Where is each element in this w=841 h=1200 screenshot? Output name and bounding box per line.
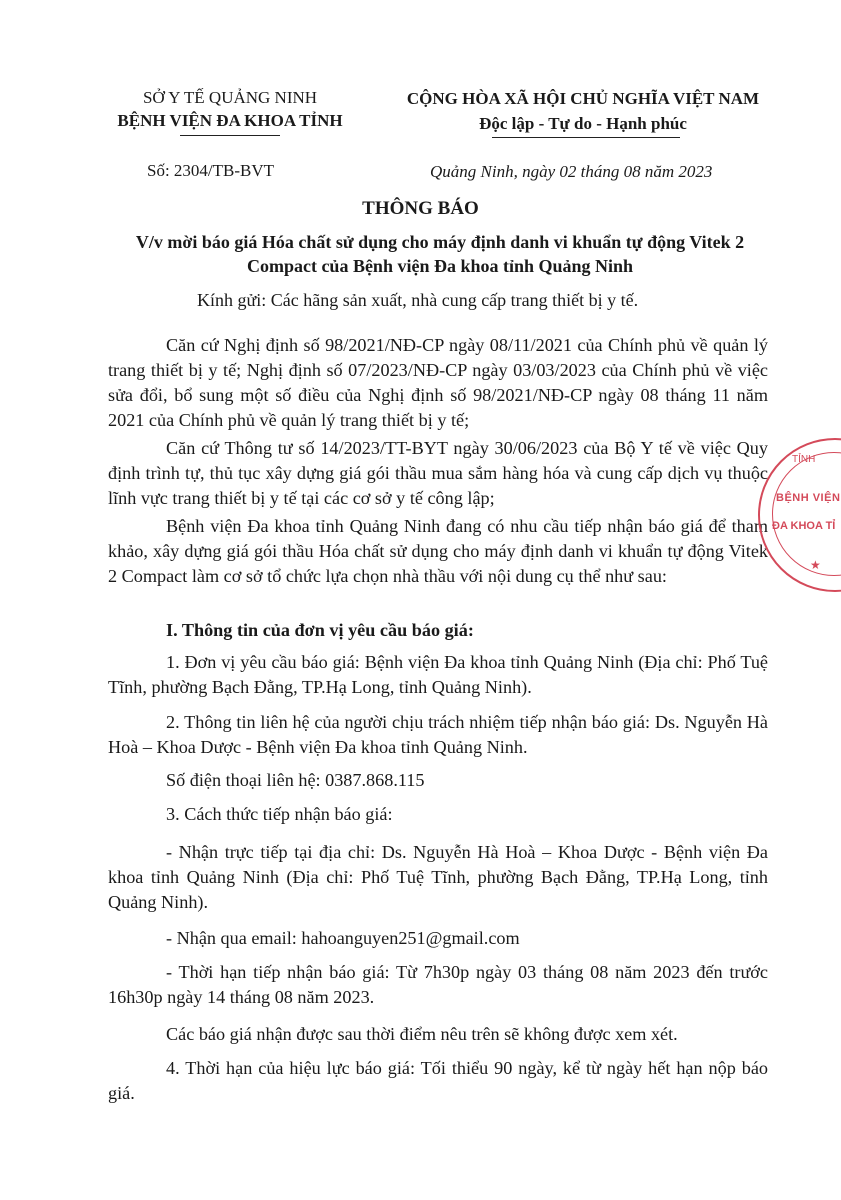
document-number: Số: 2304/TB-BVT: [147, 161, 275, 180]
paragraph-11: Các báo giá nhận được sau thời điểm nêu trên sẽ không được xem xét.: [166, 1024, 678, 1044]
paragraph-3: Bệnh viện Đa khoa tỉnh Quảng Ninh đang có nhu cầu tiếp nhận báo giá để tham khảo, xây dựng giá gói thầu Hóa chất sử dụng cho máy định danh vi khuẩn tự động Vitek 2 Compact làm cơ sở tổ chức lựa chọn nhà thầu với nội dung cụ thể như sau:: [108, 516, 768, 586]
nation-line-2: Độc lập - Tự do - Hạnh phúc: [479, 114, 687, 133]
stamp-line-1: BỆNH VIỆN: [776, 492, 841, 504]
stamp-inner-ring: [772, 452, 841, 576]
stamp-top-text: TỈNH: [792, 454, 816, 465]
paragraph-8: - Nhận trực tiếp tại địa chỉ: Ds. Nguyễn Hà Hoà – Khoa Dược - Bệnh viện Đa khoa tỉnh Quảng Ninh (Địa chỉ: Phố Tuệ Tĩnh, phường Bạch Đằng, TP.Hạ Long, tỉnh Quảng Ninh).: [108, 842, 768, 912]
paragraph-12: 4. Thời hạn của hiệu lực báo giá: Tối thiểu 90 ngày, kể từ ngày hết hạn nộp báo giá.: [108, 1058, 768, 1103]
paragraph-7: 3. Cách thức tiếp nhận báo giá:: [166, 804, 393, 824]
stamp-line-2: ĐA KHOA TỈ: [772, 520, 836, 532]
org-line-1: SỞ Y TẾ QUẢNG NINH: [142, 88, 318, 107]
org-underline: [180, 135, 280, 136]
motto-underline: [492, 137, 680, 138]
org-line-2: BỆNH VIỆN ĐA KHOA TỈNH: [117, 111, 343, 130]
paragraph-1: Căn cứ Nghị định số 98/2021/NĐ-CP ngày 08/11/2021 của Chính phủ về quản lý trang thiết bị y tế; Nghị định số 07/2023/NĐ-CP ngày 03/03/2023 của Chính phủ về việc sửa đổi, bổ sung một số điều của Nghị định số 98/2021/NĐ-CP ngày 08 tháng 11 năm 2021 của Chính phủ về quản lý trang thiết bị y tế;: [108, 335, 768, 430]
paragraph-2: Căn cứ Thông tư số 14/2023/TT-BYT ngày 30/06/2023 của Bộ Y tế về việc Quy định trình tự, thủ tục xây dựng giá gói thầu mua sắm hàng hóa và cung cấp dịch vụ thuộc lĩnh vực trang thiết bị y tế tại các cơ sở y tế công lập;: [108, 438, 768, 508]
national-heading: [388, 86, 778, 136]
section-heading-1: I. Thông tin của đơn vị yêu cầu báo giá:: [166, 620, 474, 640]
paragraph-10: - Thời hạn tiếp nhận báo giá: Từ 7h30p ngày 03 tháng 08 năm 2023 đến trước 16h30p ngày 14 tháng 08 năm 2023.: [108, 962, 768, 1007]
paragraph-6: Số điện thoại liên hệ: 0387.868.115: [166, 770, 425, 790]
greeting: Kính gửi: Các hãng sản xuất, nhà cung cấp trang thiết bị y tế.: [197, 290, 639, 310]
official-seal-stamp: [758, 438, 841, 592]
document-title: THÔNG BÁO: [362, 198, 479, 219]
document-subtitle: V/v mời báo giá Hóa chất sử dụng cho máy định danh vi khuẩn tự động Vitek 2 Compact của Bệnh viện Đa khoa tỉnh Quảng Ninh: [135, 232, 745, 276]
paragraph-4: 1. Đơn vị yêu cầu báo giá: Bệnh viện Đa khoa tỉnh Quảng Ninh (Địa chỉ: Phố Tuệ Tĩnh, phường Bạch Đằng, TP.Hạ Long, tỉnh Quảng Ninh).: [108, 652, 768, 697]
issuing-organization: [100, 86, 360, 132]
paragraph-5: 2. Thông tin liên hệ của người chịu trách nhiệm tiếp nhận báo giá: Ds. Nguyễn Hà Hoà – Khoa Dược - Bệnh viện Đa khoa tỉnh Quảng Ninh.: [108, 712, 768, 757]
star-icon: ★: [810, 558, 821, 572]
place-date: Quảng Ninh, ngày 02 tháng 08 năm 2023: [430, 162, 713, 181]
paragraph-9: - Nhận qua email: hahoanguyen251@gmail.com: [166, 928, 520, 948]
nation-line-1: CỘNG HÒA XÃ HỘI CHỦ NGHĨA VIỆT NAM: [406, 89, 760, 108]
